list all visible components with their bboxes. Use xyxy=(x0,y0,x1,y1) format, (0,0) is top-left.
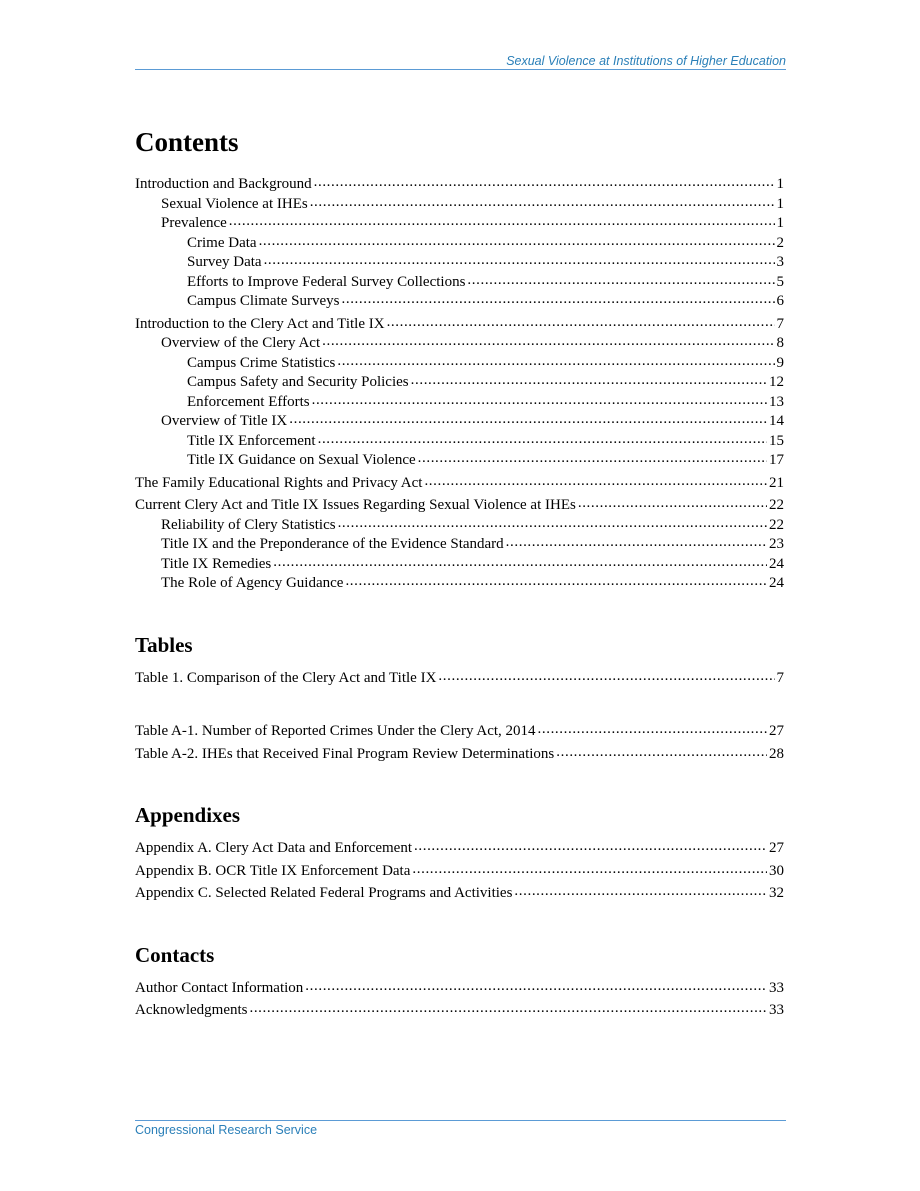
appendixes-list xyxy=(135,839,784,904)
running-header: Sexual Violence at Institutions of Higher Education xyxy=(506,54,786,68)
toc-entry-page-number: 33 xyxy=(769,979,784,996)
dot-leader xyxy=(578,497,767,509)
dot-leader xyxy=(538,723,767,735)
toc-entry-page-number: 22 xyxy=(769,516,784,533)
toc-entry-page-number: 3 xyxy=(776,254,784,270)
toc-entry[interactable] xyxy=(135,474,784,494)
dot-leader xyxy=(514,885,767,897)
toc-entry-label: Title IX Guidance on Sexual Violence xyxy=(187,452,416,468)
toc-entry-label: Reliability of Clery Statistics xyxy=(161,516,336,533)
toc-entry-label: Sexual Violence at IHEs xyxy=(161,195,308,212)
dot-leader xyxy=(342,293,775,305)
dot-leader xyxy=(249,1002,767,1014)
toc-entry-label: Title IX and the Preponderance of the Evidence Standard xyxy=(161,536,504,552)
dot-leader xyxy=(337,355,774,367)
toc-entry-page-number: 7 xyxy=(776,669,784,686)
dot-leader xyxy=(314,176,775,188)
toc-entry-label: Campus Climate Surveys xyxy=(187,293,340,309)
toc-entry-page-number: 1 xyxy=(776,215,784,231)
toc-entry[interactable] xyxy=(135,334,784,354)
toc-entry-label: Table 1. Comparison of the Clery Act and Title IX xyxy=(135,669,437,686)
toc-entry-label: Table A-1. Number of Reported Crimes Under the Clery Act, 2014 xyxy=(135,723,536,739)
toc-entry-label: Campus Crime Statistics xyxy=(187,354,336,371)
toc-entry-label: Title IX Enforcement xyxy=(187,432,316,449)
toc-entry[interactable] xyxy=(135,234,784,254)
toc-entry[interactable] xyxy=(135,273,784,293)
dot-leader xyxy=(318,433,767,445)
contents-title: Contents xyxy=(135,127,239,157)
toc-entry-page-number: 1 xyxy=(776,176,784,192)
running-footer: Congressional Research Service xyxy=(135,1123,318,1137)
toc-entry[interactable] xyxy=(135,195,784,215)
toc-entry[interactable] xyxy=(135,315,784,335)
toc-entry-page-number: 21 xyxy=(769,474,784,491)
toc-entry[interactable] xyxy=(135,535,784,555)
toc-entry[interactable] xyxy=(135,516,784,536)
toc-entry[interactable] xyxy=(135,354,784,374)
dot-leader xyxy=(305,980,767,992)
toc-entry-page-number: 13 xyxy=(769,393,784,410)
contacts-title: Contacts xyxy=(135,942,215,967)
toc-entry-page-number: 15 xyxy=(769,432,784,449)
toc-entry-label: Survey Data xyxy=(187,254,262,270)
dot-leader xyxy=(411,374,767,386)
toc-entry-page-number: 27 xyxy=(769,840,784,856)
toc-entry-label: Overview of the Clery Act xyxy=(161,335,321,351)
dot-leader xyxy=(310,196,775,208)
toc-entry[interactable] xyxy=(135,862,784,882)
dot-leader xyxy=(338,517,767,529)
toc-entry[interactable] xyxy=(135,555,784,575)
toc-entry[interactable] xyxy=(135,979,784,999)
toc-entry-page-number: 8 xyxy=(776,335,784,351)
toc-entry[interactable] xyxy=(135,451,784,471)
toc-entry-page-number: 7 xyxy=(776,315,784,332)
header-rule xyxy=(135,69,786,70)
tables-list-1 xyxy=(135,669,784,689)
toc-entry-page-number: 22 xyxy=(769,497,784,513)
toc-entry-label: Introduction to the Clery Act and Title IX xyxy=(135,315,385,332)
toc-entry-label: The Role of Agency Guidance xyxy=(161,575,344,591)
toc-entry-page-number: 2 xyxy=(776,234,784,251)
appendixes-title: Appendixes xyxy=(135,803,241,827)
toc-entry[interactable] xyxy=(135,214,784,234)
toc-entry[interactable] xyxy=(135,884,784,904)
toc-entry-label: Efforts to Improve Federal Survey Collections xyxy=(187,273,466,290)
toc-entry-page-number: 17 xyxy=(769,452,784,468)
toc-entry-label: Table A-2. IHEs that Received Final Program Review Determinations xyxy=(135,745,555,762)
toc-entry[interactable] xyxy=(135,393,784,413)
toc-entry-label: The Family Educational Rights and Privacy Act xyxy=(135,474,423,491)
toc-entry-page-number: 30 xyxy=(769,862,784,879)
dot-leader xyxy=(418,452,767,464)
toc-entry-label: Campus Safety and Security Policies xyxy=(187,374,409,390)
dot-leader xyxy=(387,316,775,328)
tables-title: Tables xyxy=(135,632,193,657)
toc-entry[interactable] xyxy=(135,496,784,516)
toc-entry-label: Enforcement Efforts xyxy=(187,393,310,410)
dot-leader xyxy=(556,746,767,758)
toc-entry[interactable] xyxy=(135,412,784,432)
toc-entry-page-number: 23 xyxy=(769,536,784,552)
toc-entry-label: Author Contact Information xyxy=(135,979,304,996)
toc-entry-page-number: 14 xyxy=(769,413,784,429)
toc-entry-label: Appendix C. Selected Related Federal Programs and Activities xyxy=(135,885,513,901)
toc-entry-page-number: 24 xyxy=(769,575,784,591)
dot-leader xyxy=(438,670,774,682)
toc-entry-label: Title IX Remedies xyxy=(161,555,272,572)
dot-leader xyxy=(312,394,767,406)
toc-entry-label: Crime Data xyxy=(187,234,257,251)
toc-entry-label: Overview of Title IX xyxy=(161,413,288,429)
toc-entry[interactable] xyxy=(135,373,784,393)
dot-leader xyxy=(506,536,767,548)
dot-leader xyxy=(259,235,775,247)
dot-leader xyxy=(322,335,774,347)
toc-entry[interactable] xyxy=(135,839,784,859)
contents-list xyxy=(135,175,784,594)
toc-entry-page-number: 12 xyxy=(769,374,784,390)
toc-entry-page-number: 5 xyxy=(776,273,784,290)
toc-entry-page-number: 33 xyxy=(769,1002,784,1018)
toc-entry[interactable] xyxy=(135,745,784,765)
toc-entry[interactable] xyxy=(135,669,784,689)
toc-entry-label: Current Clery Act and Title IX Issues Regarding Sexual Violence at IHEs xyxy=(135,497,576,513)
toc-entry-page-number: 6 xyxy=(776,293,784,309)
footer-rule xyxy=(135,1120,786,1121)
toc-entry-label: Appendix B. OCR Title IX Enforcement Data xyxy=(135,862,411,879)
toc-entry-page-number: 32 xyxy=(769,885,784,901)
toc-entry[interactable] xyxy=(135,432,784,452)
toc-entry[interactable] xyxy=(135,1001,784,1021)
toc-entry[interactable] xyxy=(135,253,784,273)
dot-leader xyxy=(424,475,767,487)
dot-leader xyxy=(273,556,767,568)
dot-leader xyxy=(412,863,767,875)
toc-entry-page-number: 1 xyxy=(776,195,784,212)
toc-entry[interactable] xyxy=(135,574,784,594)
toc-entry-label: Introduction and Background xyxy=(135,176,312,192)
toc-entry[interactable] xyxy=(135,722,784,742)
dot-leader xyxy=(229,215,775,227)
toc-entry-page-number: 28 xyxy=(769,745,784,762)
dot-leader xyxy=(264,254,775,266)
contacts-list xyxy=(135,979,784,1021)
toc-entry-label: Acknowledgments xyxy=(135,1002,248,1018)
dot-leader xyxy=(345,575,767,587)
toc-entry[interactable] xyxy=(135,175,784,195)
dot-leader xyxy=(289,413,767,425)
toc-entry-page-number: 27 xyxy=(769,723,784,739)
toc-content xyxy=(135,126,784,1021)
toc-entry-page-number: 9 xyxy=(776,354,784,371)
tables-list-2 xyxy=(135,722,784,764)
toc-entry[interactable] xyxy=(135,292,784,312)
toc-entry-label: Prevalence xyxy=(161,215,227,231)
toc-entry-page-number: 24 xyxy=(769,555,784,572)
dot-leader xyxy=(414,840,767,852)
toc-entry-label: Appendix A. Clery Act Data and Enforcement xyxy=(135,840,413,856)
dot-leader xyxy=(467,274,774,286)
